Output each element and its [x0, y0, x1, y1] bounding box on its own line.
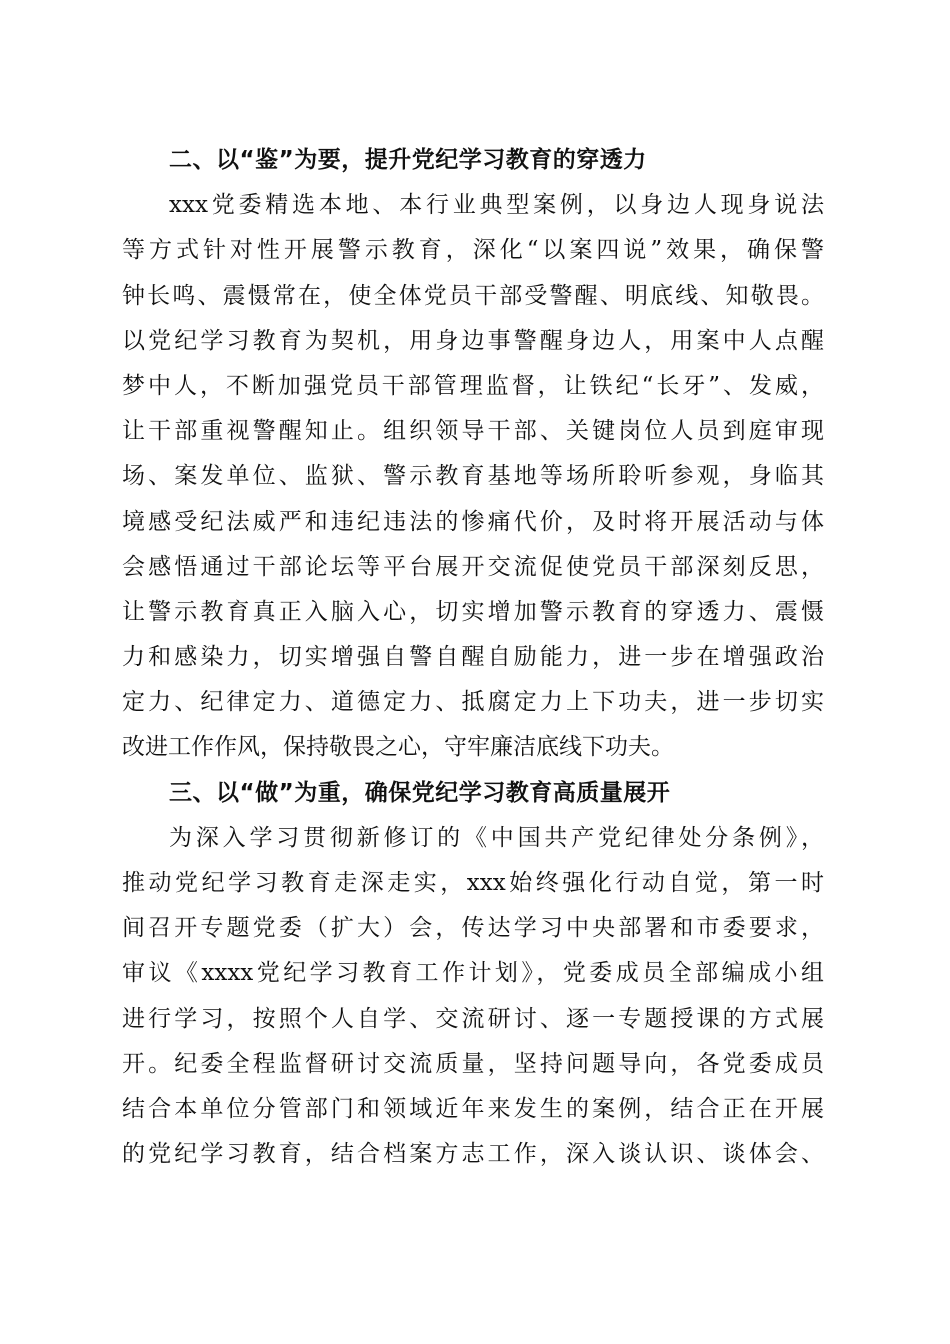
section-3-paragraph-line: 进行学习，按照个人自学、交流研讨、逐一专题授课的方式展	[122, 1005, 824, 1032]
section-2-paragraph-line: 场、案发单位、监狱、警示教育基地等场所聆听参观，身临其	[122, 463, 824, 490]
section-2-paragraph-line: 力和感染力，切实增强自警自醒自励能力，进一步在增强政治	[122, 644, 824, 671]
section-2-paragraph-line: 会感悟通过干部论坛等平台展开交流促使党员干部深刻反思，	[122, 553, 824, 580]
section-3-paragraph-line: 结合本单位分管部门和领域近年来发生的案例，结合正在开展	[122, 1095, 824, 1122]
section-3-paragraph-line: 审议《xxxx党纪学习教育工作计划》，党委成员全部编成小组	[122, 960, 824, 987]
section-2-paragraph-line: xxx党委精选本地、本行业典型案例，以身边人现身说法	[169, 192, 824, 219]
section-3-paragraph-line: 为深入学习贯彻新修订的《中国共产党纪律处分条例》，	[169, 824, 824, 851]
section-2-paragraph-line: 等方式针对性开展警示教育，深化“以案四说”效果，确保警	[122, 237, 824, 264]
section-2-paragraph-line: 定力、纪律定力、道德定力、抵腐定力上下功夫，进一步切实	[122, 689, 824, 716]
document-body	[122, 138, 824, 1177]
section-2-paragraph-line: 让干部重视警醒知止。组织领导干部、关键岗位人员到庭审现	[122, 418, 824, 445]
section-2-paragraph-line: 让警示教育真正入脑入心，切实增加警示教育的穿透力、震慑	[122, 598, 824, 625]
section-2-paragraph-line: 钟长鸣、震慑常在，使全体党员干部受警醒、明底线、知敬畏。	[122, 282, 824, 309]
section-2-paragraph-line: 以党纪学习教育为契机，用身边事警醒身边人，用案中人点醒	[122, 327, 824, 354]
section-2-paragraph-line: 改进工作作风，保持敬畏之心，守牢廉洁底线下功夫。	[122, 734, 674, 761]
section-3-paragraph-line: 开。纪委全程监督研讨交流质量，坚持问题导向，各党委成员	[122, 1050, 824, 1077]
section-3-paragraph-line: 的党纪学习教育，结合档案方志工作，深入谈认识、谈体会、	[122, 1141, 824, 1168]
section-3-paragraph-line: 推动党纪学习教育走深走实，xxx始终强化行动自觉，第一时	[122, 870, 824, 896]
section-2-paragraph-line: 梦中人，不断加强党员干部管理监督，让铁纪“长牙”、发威，	[122, 372, 824, 399]
section-3-paragraph-line: 间召开专题党委（扩大）会，传达学习中央部署和市委要求，	[122, 915, 824, 942]
section-2-heading: 二、以“鉴”为要，提升党纪学习教育的穿透力	[169, 147, 647, 173]
section-3-heading: 三、以“做”为重，确保党纪学习教育高质量展开	[169, 779, 671, 806]
section-2-paragraph-line: 境感受纪法威严和违纪违法的惨痛代价，及时将开展活动与体	[122, 508, 824, 535]
